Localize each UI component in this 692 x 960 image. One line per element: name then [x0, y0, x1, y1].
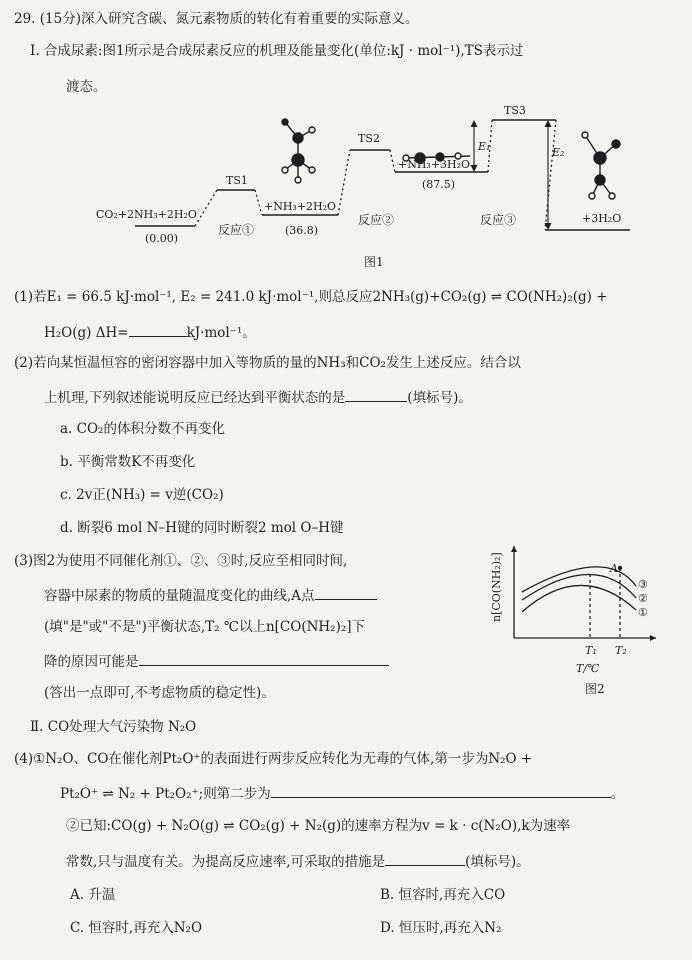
fig2-curve3-label: ③	[638, 578, 648, 591]
curve-2	[522, 574, 636, 600]
q4-option-d: D. 恒压时,再充入N₂	[380, 920, 502, 936]
q4-option-c: C. 恒容时,再充入N₂O	[70, 920, 203, 936]
fig2-t1: T₁	[585, 644, 597, 657]
q3-line4	[44, 651, 389, 671]
fig1-step1-label: 反应①	[218, 223, 255, 237]
part2-title: Ⅱ. CO处理大气污染物 N₂O	[30, 719, 197, 735]
q3-line1: (3)图2为使用不同催化剂①、②、③时,反应至相同时间,	[14, 553, 348, 569]
q3-line3: (填"是"或"不是")平衡状态,T₂ ℃以上n[CO(NH₂)₂]下	[44, 619, 366, 635]
part1-title: Ⅰ. 合成尿素:图1所示是合成尿素反应的机理及能量变化(单位:kJ · mol⁻¹),TS表示过	[30, 43, 524, 59]
q2-option-a: a. CO₂的体积分数不再变化	[60, 421, 225, 437]
q2-answer-blank[interactable]	[345, 387, 407, 402]
q3-answer-blank-2[interactable]	[139, 651, 389, 666]
curve-3	[522, 567, 636, 592]
q4-answer-blank-2[interactable]	[385, 851, 465, 866]
q4-line4	[66, 851, 530, 871]
molecule-int1-icon	[282, 119, 315, 183]
fig1-start-species: CO₂+2NH₃+2H₂O	[96, 208, 197, 221]
q4-answer-blank-1[interactable]	[271, 783, 611, 798]
fig2-point-a: A	[610, 562, 618, 575]
q2-option-b: b. 平衡常数K不再变化	[60, 454, 196, 470]
fig1-e2: E₂	[552, 146, 565, 159]
q2-line2-pre: 上机理,下列叙述能说明反应已经达到平衡状态的是	[44, 390, 346, 406]
fig1-ts1: TS1	[226, 174, 248, 187]
figure1-caption: 图1	[364, 255, 384, 269]
q4-line2-pre: Pt₂O⁺ ⇌ N₂ + Pt₂O₂⁺;则第二步为	[60, 786, 271, 802]
q1-answer-blank[interactable]	[129, 322, 187, 337]
q4-line1: (4)①N₂O、CO在催化剂Pt₂O⁺的表面进行两步反应转化为无毒的气体,第一步为N₂O +	[14, 751, 533, 767]
q4-option-a: A. 升温	[70, 887, 116, 903]
fig2-t2: T₂	[615, 644, 627, 657]
fig1-ts3: TS3	[504, 104, 526, 117]
q4-line4-pre: 常数,只与温度有关。为提高反应速率,可采取的措施是	[66, 854, 386, 870]
fig1-step2-label: 反应②	[358, 213, 395, 227]
fig1-int1-species: +NH₃+2H₂O	[264, 200, 337, 213]
q2-line1: (2)若向某恒温恒容的密闭容器中加入等物质的量的NH₃和CO₂发生上述反应。结合以	[14, 355, 521, 371]
figure2-chart	[486, 540, 666, 690]
q4-line4-post: (填标号)。	[465, 854, 530, 870]
q1-line2	[44, 322, 256, 342]
q3-line2	[44, 585, 377, 605]
fig1-step3-label: 反应③	[480, 213, 517, 227]
q1-line2-post: kJ·mol⁻¹。	[186, 325, 256, 341]
fig1-start-energy: (0.00)	[145, 232, 179, 245]
fig2-curve2-label: ②	[638, 592, 648, 605]
fig2-ylabel: n[CO(NH₂)₂]	[490, 552, 503, 622]
q1-line2-pre: H₂O(g) ΔH=	[44, 325, 129, 341]
fig1-int1-energy: (36.8)	[285, 224, 319, 237]
fig1-int2-species: +NH₃+3H₂O	[398, 158, 471, 171]
q1-line1: (1)若E₁ = 66.5 kJ·mol⁻¹, E₂ = 241.0 kJ·mol⁻¹,则总反应2NH₃(g)+CO₂(g) ⇌ CO(NH₂)₂(g) +	[14, 289, 608, 305]
point-a-marker	[618, 566, 622, 570]
fig2-xlabel: T/℃	[576, 662, 600, 675]
fig1-int2-energy: (87.5)	[422, 178, 456, 191]
fig2-curve1-label: ①	[638, 606, 648, 619]
q2-option-d: d. 断裂6 mol N–H键的同时断裂2 mol O–H键	[60, 520, 344, 536]
q4-line2-post: 。	[610, 786, 625, 802]
fig1-e1: E₁	[478, 140, 491, 153]
q3-line4-pre: 降的原因可能是	[44, 654, 139, 670]
q3-line2-pre: 容器中尿素的物质的量随温度变化的曲线,A点	[44, 588, 315, 604]
q4-line3: ②已知:CO(g) + N₂O(g) ⇌ CO₂(g) + N₂(g)的速率方程为v = k · c(N₂O),k为速率	[66, 818, 571, 834]
part1-title-cont: 渡态。	[66, 79, 107, 95]
question-header: 29. (15分)深入研究含碳、氮元素物质的转化有着重要的实际意义。	[14, 11, 419, 27]
q2-line2	[44, 387, 472, 407]
figure2-caption: 图2	[585, 682, 605, 696]
molecule-final-icon	[582, 132, 620, 199]
q4-option-b: B. 恒容时,再充入CO	[380, 887, 506, 903]
fig1-final-species: +3H₂O	[582, 212, 622, 225]
q2-line2-post: (填标号)。	[407, 390, 472, 406]
q4-line2	[60, 783, 624, 803]
q3-answer-blank-1[interactable]	[315, 585, 377, 600]
q2-option-c: c. 2v正(NH₃) = v逆(CO₂)	[60, 487, 224, 503]
fig1-ts2: TS2	[358, 132, 380, 145]
figure1-energy-diagram	[0, 100, 692, 270]
q3-line5: (答出一点即可,不考虑物质的稳定性)。	[44, 685, 275, 701]
